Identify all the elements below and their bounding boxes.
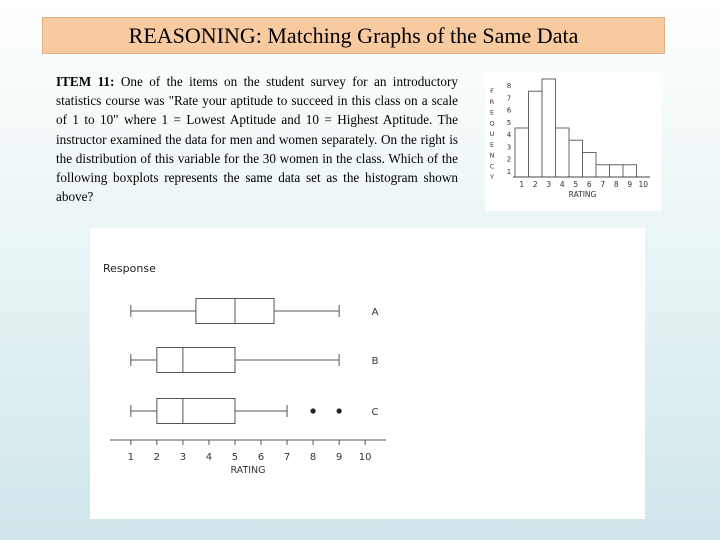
histogram-x-tick-label: 7 [600,180,606,189]
boxplot-B [131,348,339,373]
boxplot-label-B: B [371,356,379,367]
boxplot-x-tick-label: 7 [283,452,291,463]
slide-title-bar [42,17,665,54]
histogram-y-tick-label: 5 [506,118,512,127]
boxplot-x-tick-label: 3 [179,452,187,463]
histogram-y-label-letter: F [490,87,494,95]
histogram-x-tick-label: 6 [586,180,592,189]
histogram-y-tick-label: 8 [506,82,512,91]
histogram-chart [485,71,661,211]
boxplot-x-tick-label: 10 [358,452,372,463]
histogram-y-label-letter: Q [489,119,495,128]
boxplot-x-tick-label: 4 [205,452,213,463]
boxplot-panel [90,228,645,519]
histogram-y-label-letter: R [489,97,495,106]
histogram-y-label-letter: E [489,140,495,149]
histogram-bar-1 [515,128,529,177]
boxplot-A [131,299,339,324]
boxplot-x-tick-label: 2 [153,452,161,463]
histogram-y-tick-label: 3 [506,143,512,152]
histogram-bar-3 [542,79,556,177]
boxplot-title: Response [103,262,156,275]
histogram-bars [515,79,637,177]
histogram-x-tick-label: 8 [613,180,619,189]
histogram-x-tick-label: 10 [638,180,649,189]
boxplot-chart [90,228,645,519]
histogram-x-tick-label: 3 [546,180,552,189]
histogram-y-tick-label: 2 [506,155,512,164]
item-label: ITEM 11: [56,74,115,89]
boxplot-x-tick-label: 5 [231,452,239,463]
histogram-bar-8 [610,165,624,177]
histogram-x-tick-label: 9 [627,180,633,189]
histogram-bar-9 [623,165,637,177]
histogram-x-tick-label: 4 [559,180,565,189]
slide-title: REASONING: Matching Graphs of the Same Data [128,22,579,48]
histogram-x-label: RATING [568,190,597,199]
boxplot-C [131,399,342,424]
item-question [56,72,458,206]
boxplot-x-tick-label: 1 [127,452,135,463]
histogram-y-label-letter: N [489,151,495,160]
histogram-y-label-letter: E [489,108,495,117]
histogram-bar-6 [583,153,597,178]
boxplot-label-A: A [371,307,379,318]
histogram-panel [485,71,661,211]
histogram-y-label-letter: C [489,162,495,171]
histogram-y-label-letter: Y [490,173,494,181]
histogram-bar-2 [529,91,543,177]
histogram-x-tick-label: 2 [532,180,538,189]
histogram-x-tick-label: 5 [573,180,579,189]
histogram-bar-7 [596,165,610,177]
boxplot-outlier [337,408,342,413]
histogram-y-tick-label: 4 [506,131,512,140]
boxplot-x-tick-label: 9 [335,452,343,463]
boxplot-box [157,348,235,373]
boxplot-x-tick-label: 8 [309,452,317,463]
item-body: One of the items on the student survey for an introductory statistics course was "Rate your aptitude to succeed in this class on a scale of 1 to 10" where 1 = Lowest Aptitude and 10 = Highest Aptitude. The instructor examined the data for men and women separately. On the right is the distribution of this variable for the 30 women in the class. Which of the following boxplots represents the same data set as the histogram shown above? [56,74,459,205]
boxplot-label-C: C [371,407,379,418]
histogram-bar-5 [569,140,583,177]
histogram-y-label-letter: U [489,130,495,138]
boxplot-box [157,399,235,424]
histogram-y-tick-label: 1 [506,167,512,176]
boxplot-x-tick-label: 6 [257,452,265,463]
boxplot-outlier [310,408,315,413]
histogram-x-tick-label: 1 [519,180,525,189]
histogram-bar-4 [556,128,570,177]
histogram-y-tick-label: 7 [506,94,512,103]
boxplot-x-label: RATING [230,465,266,476]
histogram-y-tick-label: 6 [506,106,512,115]
